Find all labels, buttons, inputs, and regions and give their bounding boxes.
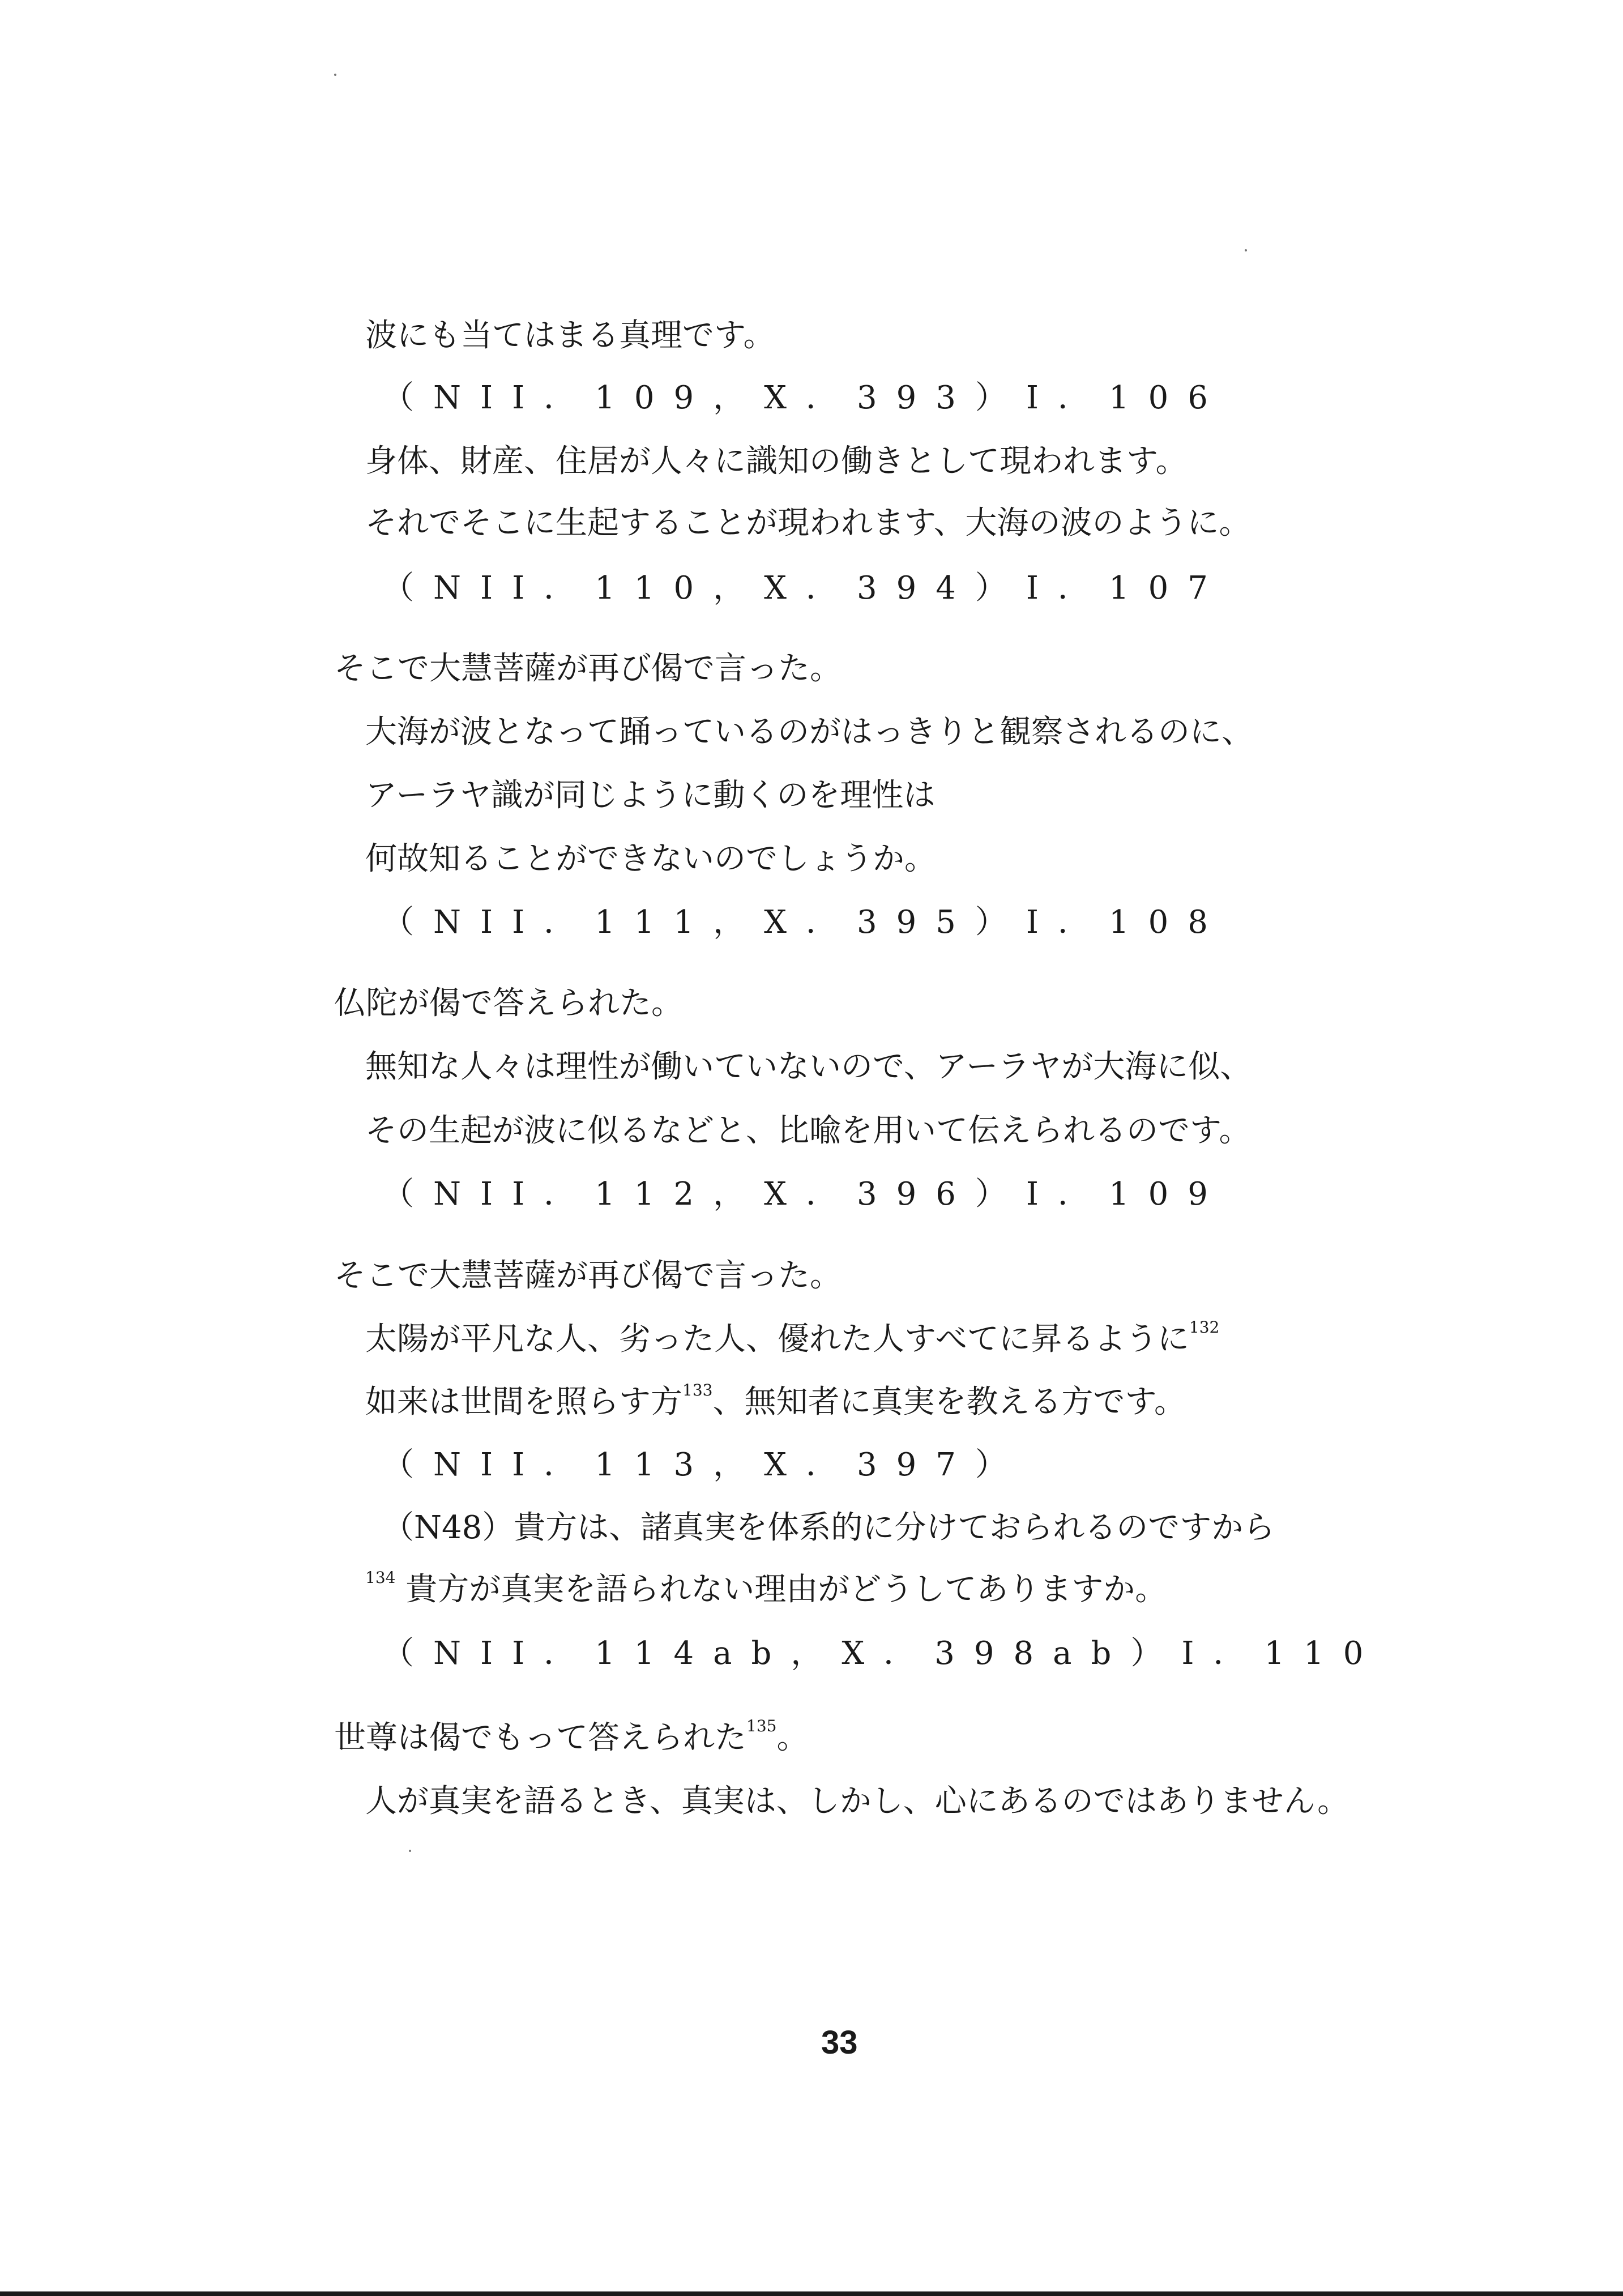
verse-line: $^{134}$ 貴方が真実を語られない理由がどうしてありますか。	[365, 1568, 1167, 1608]
verse-line: 波にも当てはまる真理です。	[365, 317, 775, 354]
scan-edge	[0, 2291, 1623, 2296]
footnote-marker: 134	[365, 1568, 396, 1587]
verse-line: アーラヤ識が同じように動くのを理性は	[365, 777, 936, 814]
narrative-line: 世尊は偈でもって答えられた$^{135}$。	[334, 1717, 809, 1756]
verse-reference: （NII．110，X．394）I．107	[382, 570, 1227, 607]
verse-line: （N48）貴方は、諸真実を体系的に分けておられるのですから	[382, 1509, 1275, 1546]
narrative-line: そこで大慧菩薩が再び偈で言った。	[334, 650, 842, 687]
verse-line: その生起が波に似るなどと、比喩を用いて伝えられるのです。	[365, 1112, 1251, 1149]
verse-line: 何故知ることができないのでしょうか。	[365, 840, 936, 877]
page-number: 33	[821, 2024, 858, 2061]
verse-line: 太陽が平凡な人、劣った人、優れた人すべてに昇るように$^{132}$	[365, 1318, 1220, 1358]
footnote-marker: 135	[746, 1717, 777, 1735]
verse-reference: （NII．112，X．396）I．109	[382, 1176, 1227, 1213]
verse-reference: （NII．111，X．395）I．108	[382, 904, 1227, 941]
verse-line: 身体、財産、住居が人々に識知の働きとして現われます。	[365, 443, 1188, 480]
narrative-line: そこで大慧菩薩が再び偈で言った。	[334, 1257, 842, 1294]
scan-speck	[334, 74, 336, 76]
verse-reference: （NII．109，X．393）I．106	[382, 379, 1227, 416]
verse-line: それでそこに生起することが現われます、大海の波のように。	[365, 505, 1251, 541]
verse-reference: （NII．114ab，X．398ab）I．110	[382, 1635, 1383, 1672]
verse-line: 無知な人々は理性が働いていないので、アーラヤが大海に似、	[365, 1048, 1252, 1085]
narrative-line: 仏陀が偈で答えられた。	[334, 985, 683, 1022]
verse-line: 如来は世間を照らす方$^{133}$、無知者に真実を教える方です。	[365, 1381, 1186, 1420]
footnote-marker: 133	[682, 1381, 713, 1399]
scan-speck	[1245, 249, 1247, 251]
scan-speck	[409, 1850, 411, 1852]
verse-line: 人が真実を語るとき、真実は、しかし、心にあるのではありません。	[365, 1783, 1349, 1820]
footnote-marker: 132	[1189, 1318, 1220, 1337]
verse-line: 大海が波となって踊っているのがはっきりと観察されるのに、	[365, 714, 1253, 750]
verse-reference: （NII．113，X．397）	[382, 1446, 1026, 1483]
